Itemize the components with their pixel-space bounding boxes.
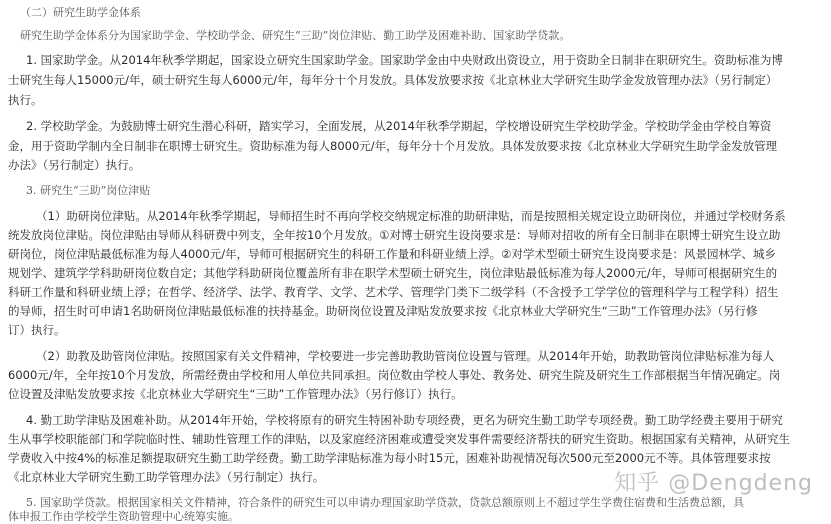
watermark: 知乎 @Dengdeng bbox=[614, 471, 813, 496]
text-line: 的导师，招生时可申请1名助研岗位津贴最低标准的扶持基金。助研岗位设置及津贴发放要求按《北京林业大学研究生“三助”工作管理办法》（另行修 bbox=[8, 304, 758, 318]
text-line: 3. 研究生“三助”岗位津贴 bbox=[26, 184, 151, 197]
text-line: 1. 国家助学金。从2014年秋季学期起，国家设立研究生国家助学金。国家助学金由中央财政出资设立，用于资助全日制非在职研究生。资助标准为博 bbox=[26, 53, 783, 67]
text-line: 《北京林业大学研究生勤工助学管理办法》（另行制定）执行。 bbox=[8, 470, 325, 484]
text-line: 学费收入中按4%的标准足额提取研究生勤工助学经费。勤工助学津贴标准为每小时15元，困难补助视情况每次500元至2000元不等。具体管理要求按 bbox=[8, 451, 771, 465]
text-line: 2. 学校助学金。为鼓励博士研究生潜心科研，踏实学习，全面发展，从2014年秋季学期起，学校增设研究生学校助学金。学校助学金由学校自筹资 bbox=[26, 119, 772, 133]
text-line: （1）助研岗位津贴。从2014年秋季学期起，导师招生时不再向学校交纳规定标准的助研津贴，而是按照相关规定设立助研岗位，并通过学校财务系 bbox=[36, 209, 786, 223]
text-line: 研岗位，岗位津贴最低标准为每人4000元/年，导师可根据研究生的科研工作量和科研业绩上浮。②对学术型硕士研究生设岗要求是：风景园林学、城乡 bbox=[8, 247, 776, 261]
text-line: 士研究生每人15000元/年，硕士研究生每人6000元/年，每年分十个月发放。具体发放要求按《北京林业大学研究生助学金发放管理办法》（另行制定） bbox=[8, 73, 778, 87]
text-line: 体申报工作由学校学生资助管理中心统筹实施。 bbox=[8, 510, 239, 523]
intro-paragraph: 研究生助学金体系分为国家助学金、学校助学金、研究生“三助”岗位津贴、勤工助学及困难补助、国家助学贷款。 bbox=[20, 29, 571, 42]
text-line: 6000元/年，全年按10个月发放，所需经费由学校和用人单位共同承担。岗位数由学校人事处、教务处、研究生院及研究生工作部根据当年情况确定。岗 bbox=[8, 368, 781, 382]
text-line: 5. 国家助学贷款。根据国家相关文件精神，符合条件的研究生可以申请办理国家助学贷款，贷款总额原则上不超过学生学费住宿费和生活费总额，具 bbox=[26, 496, 744, 509]
section-heading: （二）研究生助学金体系 bbox=[20, 6, 141, 19]
text-line: 金，用于资助学制内全日制非在职博士研究生。资助标准为每人8000元/年，每年分十个月发放。具体发放要求按《北京林业大学研究生助学金发放管理 bbox=[8, 139, 778, 153]
text-line: 办法》（另行制定）执行。 bbox=[8, 158, 141, 172]
text-line: 统发放岗位津贴。岗位津贴由导师从科研费中列支，全年按10个月发放。①对博士研究生设岗要求是：导师对招收的所有全日制非在职博士研究生设立助 bbox=[8, 228, 781, 242]
text-line: 科研工作量和科研业绩上浮；在哲学、经济学、法学、教育学、文学、艺术学、管理学门类下二级学科（不含授予工学学位的管理科学与工程学科）招生 bbox=[8, 285, 779, 299]
text-line: 订）执行。 bbox=[8, 323, 66, 337]
text-line: 位设置及津贴发放要求按《北京林业大学研究生“三助”工作管理办法》（另行修订）执行。 bbox=[8, 387, 463, 401]
text-line: 规划学、建筑学学科助研岗位数自定；其他学科助研岗位覆盖所有非在职学术型硕士研究生，岗位津贴最低标准为每人2000元/年，导师可根据研究生的 bbox=[8, 266, 778, 280]
text-line: 执行。 bbox=[8, 93, 43, 107]
text-line: 生从事学校职能部门和学院临时性、辅助性管理工作的津贴，以及家庭经济困难或遭受突发事件需要经济帮扶的研究生资助。根据国家有关精神，从研究生 bbox=[8, 432, 790, 446]
text-line: （2）助教及助管岗位津贴。按照国家有关文件精神，学校要进一步完善助教助管岗位设置与管理。从2014年开始，助教助管岗位津贴标准为每人 bbox=[36, 349, 775, 363]
text-line: 4. 勤工助学津贴及困难补助。从2014年开始，学校将原有的研究生特困补助专项经费，更名为研究生勤工助学专项经费。勤工助学经费主要用于研究 bbox=[26, 413, 783, 427]
